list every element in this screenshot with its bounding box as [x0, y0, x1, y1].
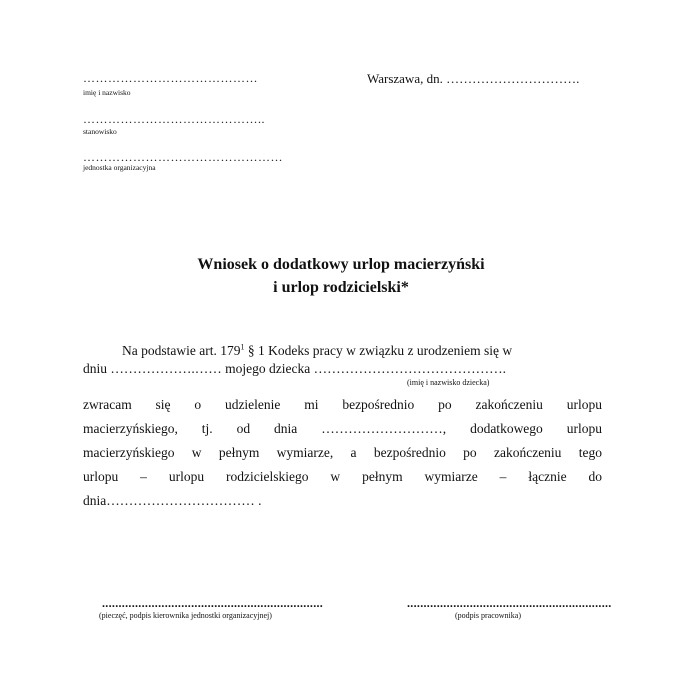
employee-signature-caption: (podpis pracownika): [455, 611, 521, 620]
body-line-1: [122, 343, 512, 359]
document-title-line-1: Wniosek o dodatkowy urlop macierzyński: [197, 256, 485, 273]
body-line-1-post: § 1 Kodeks pracy w związku z urodzeniem się w: [244, 343, 513, 358]
manager-signature-line: ...................................................................: [102, 596, 324, 610]
position-label: stanowisko: [83, 127, 117, 136]
manager-signature-caption: (pieczęć, podpis kierownika jednostki organizacyjnej): [99, 611, 272, 620]
body-line-1-pre: Na podstawie art. 179: [122, 343, 241, 358]
name-label: imię i nazwisko: [83, 88, 131, 97]
city-date-field: Warszawa, dn. ………………………….: [367, 71, 580, 86]
body-line-3: zwracam się o udzielenie mi bezpośrednio po zakończeniu urlopu: [83, 397, 602, 412]
body-line-6: urlopu – urlopu rodzicielskiego w pełnym wymiarze – łącznie do: [83, 469, 602, 484]
body-line-2: dniu ……………….…… mojego dziecka …………………………………….: [83, 361, 506, 376]
unit-label: jednostka organizacyjna: [83, 163, 156, 172]
name-field: ……………………………………: [83, 71, 258, 85]
employee-signature-line: ..............................................................: [407, 596, 612, 610]
child-name-caption: (imię i nazwisko dziecka): [407, 378, 490, 387]
position-field: ……………………………………..: [83, 112, 265, 126]
article-superscript: 1: [240, 342, 245, 352]
body-line-4: macierzyńskiego, tj. od dnia ………………………, dodatkowego urlopu: [83, 421, 602, 436]
body-line-5: macierzyńskiego w pełnym wymiarze, a bezpośrednio po zakończeniu tego: [83, 445, 602, 460]
body-line-7: dnia…………………………… .: [83, 493, 262, 508]
document-title-line-2: i urlop rodzicielski*: [273, 279, 409, 296]
unit-field: …………………………………………: [83, 150, 283, 164]
